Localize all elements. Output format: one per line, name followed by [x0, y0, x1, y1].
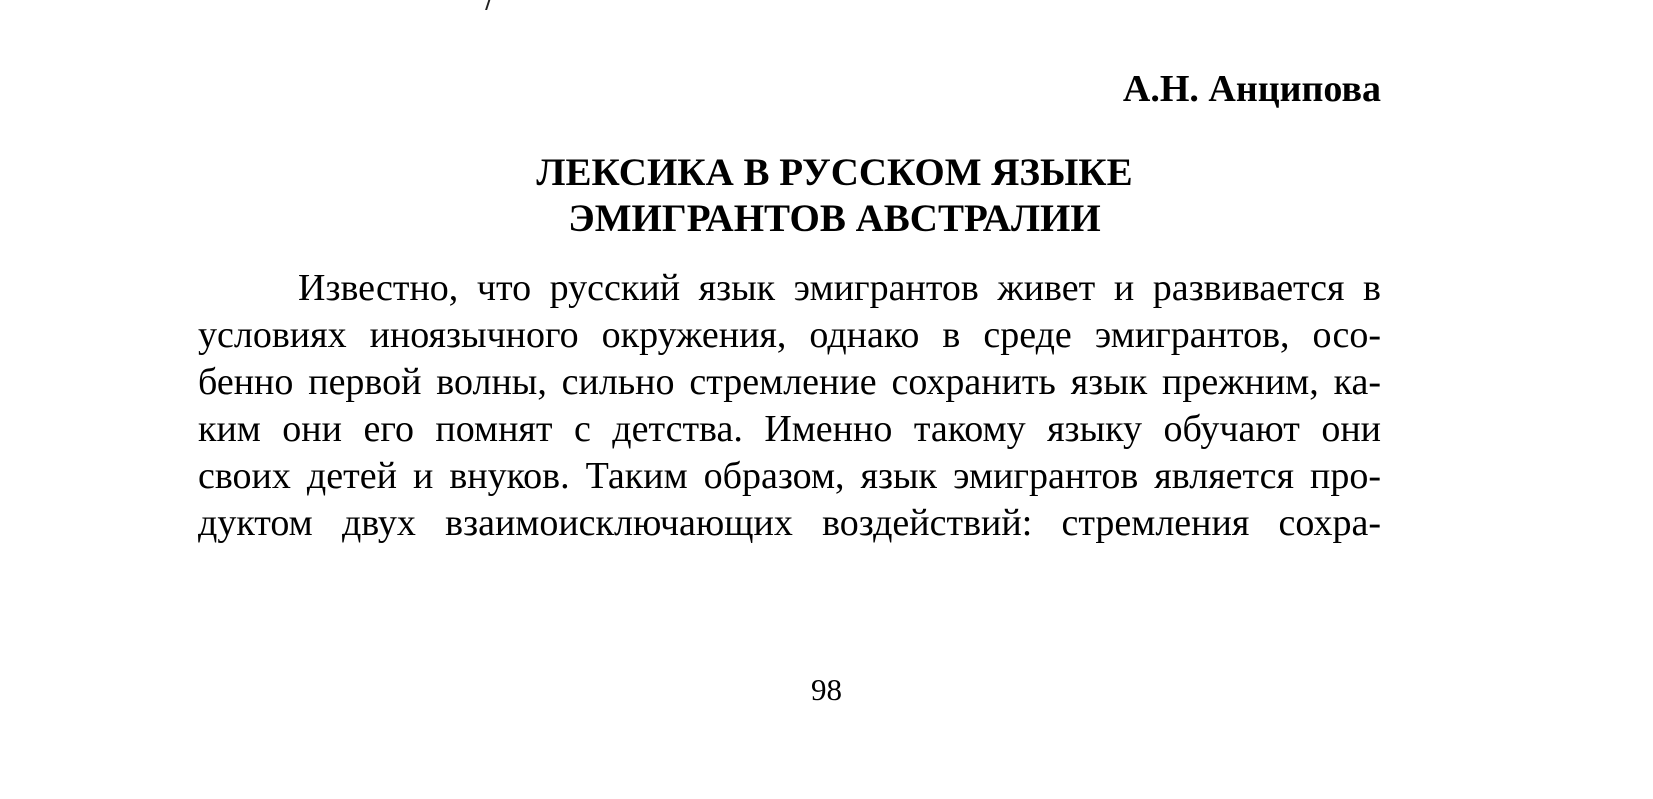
author-name: А.Н. Анципова — [1122, 68, 1381, 110]
scan-mark — [485, 0, 499, 10]
body-line-5: своих детей и внуков. Таким образом, язык эмигрантов является про- — [198, 455, 1381, 497]
body-line-2: условиях иноязычного окружения, однако в среде эмигрантов, осо- — [198, 314, 1381, 356]
body-line-3: бенно первой волны, сильно стремление сохранить язык прежним, ка- — [198, 361, 1381, 403]
title-line-2: ЭМИГРАНТОВ АВСТРАЛИИ — [568, 197, 1101, 240]
body-paragraph — [198, 265, 1381, 547]
title-line-1: ЛЕКСИКА В РУССКОМ ЯЗЫКЕ — [536, 151, 1133, 194]
body-line-4: ким они его помнят с детства. Именно такому языку обучают они — [198, 408, 1381, 450]
body-line-1: Известно, что русский язык эмигрантов живет и развивается в — [298, 267, 1381, 309]
page-number: 98 — [811, 672, 842, 707]
article-title — [0, 150, 1653, 242]
body-line-6: дуктом двух взаимоисключающих воздействий: стремления сохра- — [198, 502, 1381, 544]
